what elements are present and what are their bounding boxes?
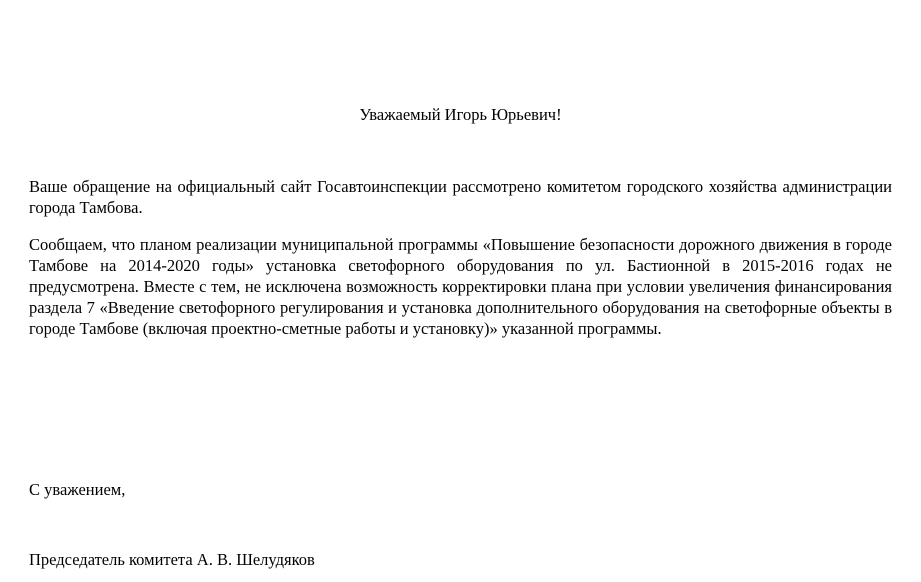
salutation: Уважаемый Игорь Юрьевич! bbox=[359, 105, 562, 124]
signature: Председатель комитета А. В. Шелудяков bbox=[29, 550, 315, 569]
paragraph-appeal-received: Ваше обращение на официальный сайт Госавтоинспекции рассмотрено комитетом городского хозяйства администрации города Тамбова. bbox=[29, 177, 892, 217]
paragraph-program-details: Сообщаем, что планом реализации муниципальной программы «Повышение безопасности дорожного движения в городе Тамбове на 2014-2020 годы» установка светофорного оборудования по ул. Бастионной в 2015-2016 годах не предусмотрена. Вместе с тем, не исключена возможность корректировки плана при условии увеличения финансирования раздела 7 «Введение светофорного регулирования и установка дополнительного оборудования на светофорные объекты в городе Тамбове (включая проектно-сметные работы и установку)» указанной программы. bbox=[29, 235, 892, 338]
closing: С уважением, bbox=[29, 480, 126, 499]
